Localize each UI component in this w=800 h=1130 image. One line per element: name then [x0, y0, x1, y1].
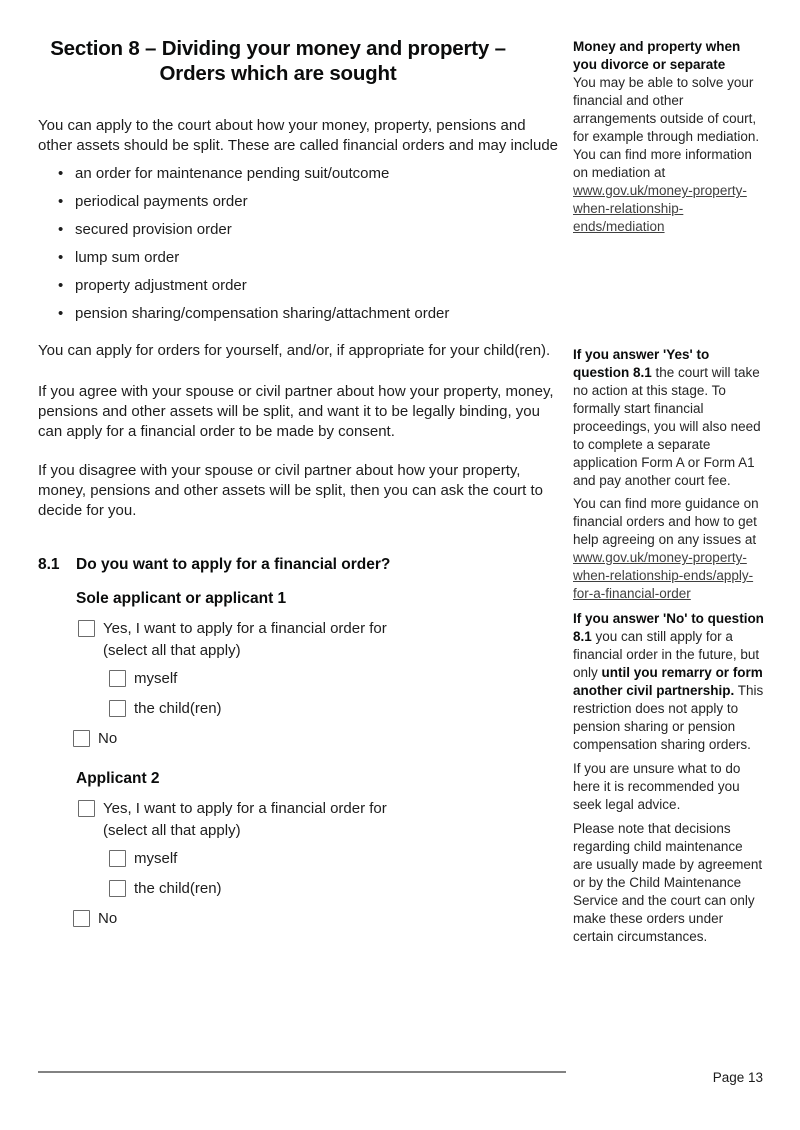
guidance-note: [573, 346, 765, 490]
question-8-1: [38, 555, 566, 575]
checkbox-applicant1-myself[interactable]: [109, 670, 126, 687]
intro-paragraph: You can apply to the court about how your money, property, pensions and other assets should be split. These are called financial orders and may include: [38, 117, 559, 154]
answer-group-applicant1: [38, 589, 566, 750]
note-text: the court will take no action at this stage. To formally start financial proceedings, you will also need to complete a separate application Form A or Form A1 and pay another court fee.: [573, 365, 761, 488]
yes-label-note: (select all that apply): [103, 822, 241, 839]
footer-divider: [38, 1071, 566, 1073]
page-number: Page 13: [712, 1070, 763, 1085]
guidance-note: [573, 495, 765, 603]
paragraph: You can apply for orders for yourself, and/or, if appropriate for your child(ren).: [38, 342, 551, 359]
page-title-line: Section 8 – Dividing your money and property –: [50, 37, 506, 60]
checkbox-applicant2-yes[interactable]: [78, 800, 95, 817]
orders-list-item: [38, 276, 566, 295]
note-bold-text: If you answer 'No' to question 8.1: [573, 611, 764, 644]
note-bold-text: Money and property when you divorce or separate: [573, 39, 741, 72]
checkbox-applicant2-myself[interactable]: [109, 850, 126, 867]
paragraph: If you disagree with your spouse or civil partner about how your property, money, pensions and other assets will be split, then you can ask the court to decide for you.: [38, 462, 544, 519]
bullet-icon: •: [58, 165, 64, 182]
orders-list-item-label: an order for maintenance pending suit/outcome: [75, 165, 390, 182]
sub-option-label: myself: [134, 850, 178, 867]
yes-option-row: [78, 800, 566, 842]
yes-option-label: [103, 618, 387, 662]
question-number: 8.1: [38, 556, 60, 573]
note-text: You may be able to solve your financial and other arrangements outside of court, for example through mediation. You can find more information on mediation at: [573, 75, 760, 180]
guidance-note: [573, 760, 765, 814]
yes-label-text: Yes, I want to apply for a financial order for: [103, 620, 387, 637]
checkbox-applicant1-children[interactable]: [109, 700, 126, 717]
question-text: Do you want to apply for a financial order?: [76, 556, 391, 573]
sub-option-label: myself: [134, 670, 178, 687]
yes-label-note: (select all that apply): [103, 642, 241, 659]
no-option-label: No: [98, 910, 118, 927]
yes-option-row: [78, 620, 566, 662]
orders-list-item-label: property adjustment order: [75, 277, 247, 294]
orders-list-item-label: periodical payments order: [75, 193, 248, 210]
sub-option-row-children: [109, 700, 566, 720]
bullet-icon: •: [58, 305, 64, 322]
no-option-row: [73, 910, 566, 930]
guidance-note: [573, 610, 765, 754]
orders-list-item-label: secured provision order: [75, 221, 232, 238]
answer-groups: [38, 589, 566, 930]
yes-option-label: [103, 798, 387, 842]
orders-list-item-label: lump sum order: [75, 249, 180, 266]
checkbox-applicant2-children[interactable]: [109, 880, 126, 897]
orders-list-item: [38, 164, 566, 183]
note-bold-text: If you answer 'Yes' to question 8.1: [573, 347, 710, 380]
note-bold-text: until you remarry or form another civil partnership.: [573, 665, 763, 698]
note-text: This restriction does not apply to pension sharing or pension compensation sharing orders.: [573, 683, 764, 752]
checkbox-applicant1-no[interactable]: [73, 730, 90, 747]
sidebar-link[interactable]: www.gov.uk/money-property-when-relationship-ends/mediation: [573, 183, 747, 234]
note-text: You can find more guidance on financial orders and how to get help agreeing on any issues at: [573, 496, 759, 547]
orders-list-item: [38, 192, 566, 211]
paragraph: If you agree with your spouse or civil partner about how your property, money, pensions and other assets will be split, and want it to be legally binding, you can apply for a financial order to be made by consent.: [38, 383, 554, 440]
no-option-row: [73, 730, 566, 750]
bullet-icon: •: [58, 193, 64, 210]
orders-list-item: [38, 220, 566, 239]
orders-list: [38, 164, 566, 323]
main-column: [38, 0, 566, 930]
orders-list-item-label: pension sharing/compensation sharing/attachment order: [75, 305, 450, 322]
group-heading-applicant2: Applicant 2: [76, 770, 160, 787]
orders-list-item: [38, 304, 566, 323]
answer-group-applicant2: [38, 769, 566, 930]
bullet-icon: •: [58, 277, 64, 294]
bullet-icon: •: [58, 249, 64, 266]
sub-option-label: the child(ren): [134, 700, 222, 717]
guidance-note: [573, 38, 765, 236]
sub-option-label: the child(ren): [134, 880, 222, 897]
bullet-icon: •: [58, 221, 64, 238]
guidance-sidebar: [573, 38, 765, 946]
page-title-line: Orders which are sought: [159, 62, 397, 85]
page-title: [38, 36, 518, 86]
sub-option-row-myself: [109, 850, 566, 870]
sub-option-row-children: [109, 880, 566, 900]
sidebar-link[interactable]: www.gov.uk/money-property-when-relationship-ends/apply-for-a-financial-order: [573, 550, 754, 601]
checkbox-applicant2-no[interactable]: [73, 910, 90, 927]
sub-option-row-myself: [109, 670, 566, 690]
yes-label-text: Yes, I want to apply for a financial order for: [103, 800, 387, 817]
checkbox-applicant1-yes[interactable]: [78, 620, 95, 637]
note-text: If you are unsure what to do here it is recommended you seek legal advice.: [573, 761, 741, 812]
orders-list-item: [38, 248, 566, 267]
note-text: Please note that decisions regarding child maintenance are usually made by agreement or by the Child Maintenance Service and the court can only make these orders under certain circumstances.: [573, 821, 763, 944]
group-heading-applicant1: Sole applicant or applicant 1: [76, 590, 287, 607]
guidance-note: [573, 820, 765, 946]
note-text: you can still apply for a financial order in the future, but only: [573, 629, 760, 680]
no-option-label: No: [98, 730, 118, 747]
